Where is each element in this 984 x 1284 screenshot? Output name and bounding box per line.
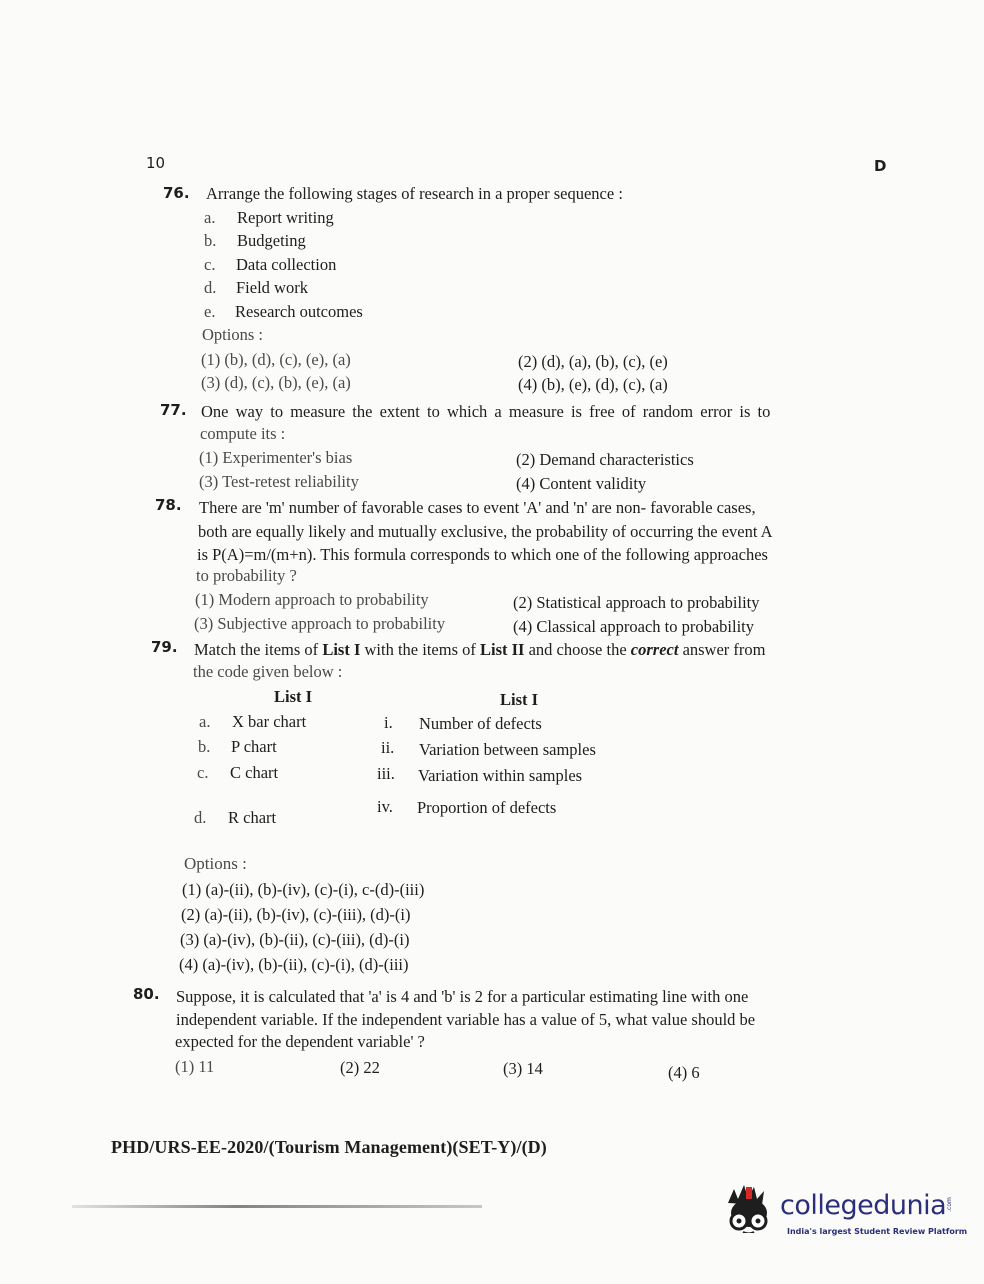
scan-artifact-line — [72, 1205, 482, 1208]
footer-code: PHD/URS-EE-2020/(Tourism Management)(SET-Y)/(D) — [111, 1137, 547, 1157]
brand-tld: .com — [945, 1197, 953, 1212]
list2-item: Number of defects — [419, 714, 542, 733]
list1-header: List I — [274, 687, 313, 706]
option-4: (4) Content validity — [516, 474, 647, 493]
graduate-mascot-icon — [724, 1183, 774, 1233]
item-text: Report writing — [237, 208, 334, 227]
question-text: expected for the dependent variable' ? — [175, 1032, 425, 1051]
item-text: Budgeting — [237, 231, 306, 250]
question-text: is P(A)=m/(m+n). This formula corresponds to which one of the following approaches — [197, 545, 768, 564]
item-label: d. — [204, 278, 217, 297]
list2-label: ii. — [381, 738, 395, 757]
question-number: 80. — [133, 985, 160, 1003]
option-2: (2) Demand characteristics — [516, 450, 694, 469]
list1-item: R chart — [228, 808, 277, 827]
option-1: (1) Modern approach to probability — [195, 590, 429, 609]
options-label: Options : — [184, 854, 247, 873]
question-number: 76. — [163, 184, 190, 202]
option-4: (4) Classical approach to probability — [513, 617, 755, 636]
list2-item: Variation within samples — [418, 766, 583, 785]
item-label: b. — [204, 231, 217, 250]
brand-name: collegedunia — [780, 1190, 947, 1221]
list1-label: c. — [197, 763, 209, 782]
question-text: One way to measure the extent to which a measure is free of random error is to — [201, 402, 771, 421]
question-text: both are equally likely and mutually exclusive, the probability of occurring the event A — [198, 522, 773, 541]
option-2: (2) (a)-(ii), (b)-(iv), (c)-(iii), (d)-(i) — [181, 905, 411, 924]
set-code: D — [874, 157, 887, 175]
question-text: to probability ? — [196, 566, 297, 585]
list2-label: iv. — [377, 797, 393, 816]
question-text: compute its : — [200, 424, 286, 443]
list2-label: iii. — [377, 764, 395, 783]
list1-item: C chart — [230, 763, 279, 782]
item-label: e. — [204, 302, 216, 321]
page-number: 10 — [146, 154, 166, 172]
option-1: (1) Experimenter's bias — [199, 448, 353, 467]
question-text: Suppose, it is calculated that 'a' is 4 and 'b' is 2 for a particular estimating line with one — [176, 987, 749, 1006]
question-text: independent variable. If the independent variable has a value of 5, what value should be — [176, 1010, 756, 1029]
brand-tagline: India's largest Student Review Platform — [787, 1227, 968, 1236]
options-label: Options : — [202, 325, 263, 344]
option-4: (4) (b), (e), (d), (c), (a) — [518, 375, 668, 394]
option-2: (2) Statistical approach to probability — [513, 593, 760, 612]
option-2: (2) (d), (a), (b), (c), (e) — [518, 352, 668, 371]
option-4: (4) 6 — [668, 1063, 700, 1082]
list2-header: List I — [500, 690, 539, 709]
question-text: There are 'm' number of favorable cases to event 'A' and 'n' are non- favorable cases, — [199, 498, 756, 517]
option-2: (2) 22 — [340, 1058, 380, 1077]
option-1: (1) (a)-(ii), (b)-(iv), (c)-(i), c-(d)-(iii) — [182, 880, 425, 899]
list2-item: Proportion of defects — [417, 798, 557, 817]
option-4: (4) (a)-(iv), (b)-(ii), (c)-(i), (d)-(iii) — [179, 955, 409, 974]
question-number: 79. — [151, 638, 178, 656]
list2-label: i. — [384, 713, 393, 732]
list1-label: b. — [198, 737, 211, 756]
list1-item: P chart — [231, 737, 277, 756]
list1-item: X bar chart — [232, 712, 307, 731]
option-3: (3) Subjective approach to probability — [194, 614, 446, 633]
item-text: Field work — [236, 278, 308, 297]
option-3: (3) (a)-(iv), (b)-(ii), (c)-(iii), (d)-(i) — [180, 930, 410, 949]
option-3: (3) Test-retest reliability — [199, 472, 359, 491]
option-1: (1) 11 — [175, 1057, 215, 1076]
option-3: (3) (d), (c), (b), (e), (a) — [201, 373, 351, 392]
list1-label: d. — [194, 808, 207, 827]
option-1: (1) (b), (d), (c), (e), (a) — [201, 350, 351, 369]
list2-item: Variation between samples — [419, 740, 596, 759]
item-text: Data collection — [236, 255, 337, 274]
item-label: c. — [204, 255, 216, 274]
question-text: Match the items of List I with the items of List II and choose the correct answer from — [194, 640, 766, 659]
list1-label: a. — [199, 712, 211, 731]
option-3: (3) 14 — [503, 1059, 543, 1078]
question-number: 77. — [160, 401, 187, 419]
item-text: Research outcomes — [235, 302, 363, 321]
question-number: 78. — [155, 496, 182, 514]
question-text: Arrange the following stages of research in a proper sequence : — [206, 184, 623, 203]
question-text: the code given below : — [193, 662, 343, 681]
item-label: a. — [204, 208, 216, 227]
